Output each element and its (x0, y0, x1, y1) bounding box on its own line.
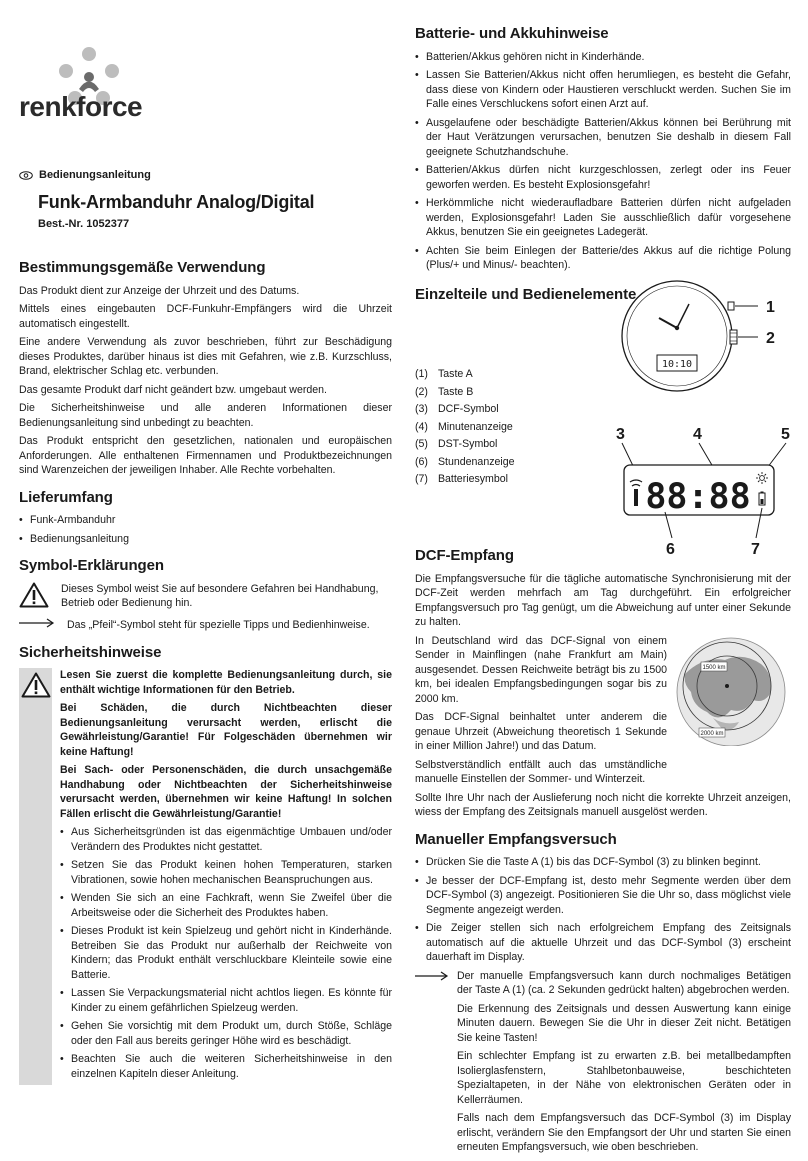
part-number: (6) (415, 455, 428, 468)
intended-use-p6: Das Produkt entspricht den gesetzlichen, nationalen und europäischen Anforderungen. Alle enthaltenen Firmennamen und Produktbezeichnungen sind Warenzeichen der jeweiligen Inhaber. Alle Rechte vorbehalten. (19, 435, 392, 477)
dcf-section (415, 536, 791, 1159)
order-number: Best.-Nr. 1052377 (38, 218, 130, 230)
symbol-arrow-text: Das „Pfeil“-Symbol steht für spezielle Tipps und Bedienhinweise. (67, 619, 370, 632)
dcf-p1: Die Empfangsversuche für die tägliche automatische Synchronisierung mit der DCF-Zeit werden mehrfach am Tag durchgeführt. Ein erfolgreicher Empfangsversuch pro Tag genügt, um die Abweichung auf unter einer Sekunde zu halten. (415, 572, 791, 629)
tip-block (415, 969, 791, 1159)
part-label: Batteriesymbol (437, 473, 509, 485)
battery-heading: Batterie- und Akkuhinweise (415, 25, 609, 42)
arrow-right-icon (415, 971, 449, 981)
callout-1: 1 (766, 299, 775, 316)
warning-triangle-icon (19, 582, 49, 608)
list-item: • Setzen Sie das Produkt keinen hohen Temperaturen, starken Vibrationen, sowie hohen mechanischen Beanspruchungen aus. (60, 858, 392, 887)
safety-bold-p1: Lesen Sie zuerst die komplette Bedienungsanleitung durch, sie enthält wichtige Informationen für den Betrieb. (60, 669, 392, 696)
part-number: (3) (415, 403, 428, 415)
tip-p1: Der manuelle Empfangsversuch kann durch nochmaliges Betätigen der Taste A (1) (ca. 2 Sekunden gedrückt halten) abgebrochen werden. (457, 969, 791, 997)
eye-icon (19, 171, 33, 180)
callout-3: 3 (616, 426, 625, 443)
part-number: (7) (415, 473, 428, 485)
arrow-right-icon (19, 618, 55, 628)
part-number: (1) (415, 368, 428, 380)
list-item (415, 455, 615, 470)
list-item: • Beachten Sie auch die weiteren Sicherheitshinweise in den einzelnen Kapiteln dieser Anleitung. (60, 1052, 392, 1081)
intended-use-p5: Die Sicherheitshinweise und alle anderen Informationen dieser Bedienungsanleitung sind unbedingt zu beachten. (19, 402, 392, 429)
left-column (19, 248, 392, 1085)
callout-4: 4 (693, 426, 702, 443)
list-item: • Lassen Sie Verpackungsmaterial nicht achtlos liegen. Es könnte für Kinder zu einem gefährlichen Spielzeug werden. (60, 986, 392, 1015)
watch-button-a (728, 302, 734, 310)
safety-bold-p3: Bei Sach- oder Personenschäden, die durch unsachgemäße Handhabung oder Nichtbeachten der Sicherheitshinweise verursacht werden, übernehmen wir keine Haftung! In solchen Fällen erlischt die Gewährleistung/Garantie! (60, 764, 392, 820)
intended-use-p4: Das gesamte Produkt darf nicht geändert bzw. umgebaut werden. (19, 383, 327, 396)
part-number: (4) (415, 420, 428, 433)
safety-list (60, 825, 392, 1081)
manual-label-text: Bedienungsanleitung (39, 169, 151, 181)
part-number: (5) (415, 438, 428, 450)
tip-p2: Die Erkennung des Zeitsignals und dessen Auswertung kann einige Minuten dauern. Bewegen Sie die Uhr in dieser Zeit nicht. Betätigen Sie keine Tasten! (457, 1002, 791, 1044)
list-item (415, 420, 615, 435)
callout-2: 2 (766, 330, 775, 347)
manual-reception-list (415, 855, 791, 965)
part-label: Taste B (437, 385, 474, 398)
brand-name: renkforce (19, 91, 143, 122)
callout-6: 6 (666, 541, 675, 558)
list-item: • Lassen Sie Batterien/Akkus nicht offen herumliegen, es besteht die Gefahr, dass diese von Kindern oder Haustieren verschluckt werden. Suchen Sie im Falle eines Verschluckens sofort einen Arzt auf. (415, 68, 791, 112)
list-item: • Bedienungsanleitung (19, 532, 392, 547)
list-item: • Drücken Sie die Taste A (1) bis das DCF-Symbol (3) zu blinken beginnt. (415, 855, 791, 870)
parts-heading: Einzelteile und Bedienelemente (415, 285, 637, 303)
parts-list (415, 367, 615, 490)
tip-p3: Ein schlechter Empfang ist zu erwarten z.B. bei metallbedampften Isolierglasfenstern, Stahlbetonbauweise, beschichteten Spezialtapeten, in der Nähe von elektronischen Geräten oder in Kellerräumen. (457, 1050, 791, 1106)
part-number: (2) (415, 385, 428, 398)
manual-reception-heading: Manueller Empfangsversuch (415, 830, 617, 848)
list-item (415, 367, 615, 382)
list-item (415, 385, 615, 400)
right-column-top (415, 14, 791, 310)
part-label: Stundenanzeige (437, 455, 515, 468)
safety-sidebar (19, 668, 52, 1085)
list-item: • Batterien/Akkus gehören nicht in Kinderhände. (415, 50, 791, 65)
intended-use-heading: Bestimmungsgemäße Verwendung (19, 259, 266, 276)
watch-diagram (605, 278, 790, 398)
safety-block (19, 668, 392, 1085)
symbol-warning-text: Dieses Symbol weist Sie auf besondere Gefahren bei Handhabung, Betrieb oder Bedienung hin. (61, 582, 379, 610)
part-label: Taste A (437, 368, 473, 380)
manual-label (19, 168, 151, 183)
callout-7: 7 (751, 541, 760, 558)
intended-use-p3: Eine andere Verwendung als zuvor beschrieben, führt zur Beschädigung dieses Produktes, darüber hinaus ist dies mit Gefahren, wie z.B. Kurzschluss, Brand, elektrischer Schlag etc. verbunden. (19, 336, 392, 378)
list-item: • Aus Sicherheitsgründen ist das eigenmächtige Umbauen und/oder Verändern des Produktes nicht gestattet. (60, 825, 392, 854)
dcf-p5: Sollte Ihre Uhr nach der Auslieferung noch nicht die korrekte Uhrzeit anzeigen, wiess der Empfang des Zeitsignals manuell ausgelöst werden. (415, 791, 791, 819)
delivery-list (19, 513, 392, 546)
list-item (415, 472, 615, 487)
map-label-2000: 2000 km (700, 730, 724, 737)
tip-p4: Falls nach dem Empfangsversuch das DCF-Symbol (3) im Display erlischt, verändern Sie den Empfangsort der Uhr und starten Sie einen erneuten Empfangsversuch, wie oben beschrieben. (457, 1112, 791, 1154)
list-item (415, 437, 615, 452)
map-label-1500: 1500 km (702, 664, 726, 671)
callout-5: 5 (781, 426, 790, 443)
intended-use-p2: Mittels eines eingebauten DCF-Funkuhr-Empfängers wird die Uhrzeit automatisch eingestellt. (19, 303, 392, 330)
delivery-heading: Lieferumfang (19, 488, 113, 506)
symbols-heading: Symbol-Erklärungen (19, 557, 164, 575)
list-item: • Herkömmliche nicht wiederaufladbare Batterien dürfen nicht aufgeladen werden, Explosionsgefahr! Laden Sie ausschließlich dafür vorgesehene Akkus, benutzen Sie ein geeignetes Ladegerät. (415, 196, 791, 240)
list-item: • Wenden Sie sich an eine Fachkraft, wenn Sie Zweifel über die Arbeitsweise oder die Sicherheit des Produktes haben. (60, 891, 392, 920)
list-item: • Je besser der DCF-Empfang ist, desto mehr Segmente werden über dem DCF-Symbol (3) angezeigt. Positionieren Sie die Uhr so, dass möglichst viele Segmente angezeigt werden. (415, 874, 791, 918)
safety-bold-p2: Bei Schäden, die durch Nichtbeachten dieser Bedienungsanleitung verursacht werden, erlischt die Gewährleistung/Garantie! Für Folgeschäden übernehmen wir keine Haftung! (60, 702, 392, 758)
dcf-heading: DCF-Empfang (415, 547, 514, 564)
document-title: Funk-Armbanduhr Analog/Digital (38, 192, 315, 212)
part-label: DCF-Symbol (437, 403, 499, 415)
list-item: • Ausgelaufene oder beschädigte Batterien/Akkus können bei Berührung mit der Haut Verätzungen verursachen, benutzen Sie deshalb in diesem Fall geeignete Schutzhandschuhe. (415, 116, 791, 160)
list-item: • Achten Sie beim Einlegen der Batterie/des Akkus auf die richtige Polung (Plus/+ und Minus/- beachten). (415, 244, 791, 273)
list-item: • Dieses Produkt ist kein Spielzeug und gehört nicht in Kinderhände. Betreiben Sie das Produkt nur außerhalb der Reichweite von Kindern; das Produkt enthält verschluckbare Kleinteile sowie eine Batterie. (60, 924, 392, 982)
dcf-p3: Das DCF-Signal beinhaltet unter anderem die genaue Uhrzeit (Abweichung theoretisch 1 Sekunde in einer Million Jahre!) und das Datum. (415, 711, 667, 753)
watch-lcd-time: 10:10 (661, 359, 693, 370)
intended-use-p1: Das Produkt dient zur Anzeige der Uhrzeit und des Datums. (19, 284, 300, 297)
part-label: Minutenanzeige (437, 420, 513, 433)
watch-case (622, 281, 732, 391)
battery-list (415, 50, 791, 273)
symbol-warning-row (19, 582, 392, 613)
list-item: • Funk-Armbanduhr (19, 513, 392, 528)
symbol-arrow-row (19, 618, 392, 633)
lcd-digits: 88:88 (645, 477, 751, 517)
dcf-range-map (673, 634, 791, 746)
safety-heading: Sicherheitshinweise (19, 643, 162, 661)
part-label: DST-Symbol (437, 438, 498, 450)
list-item: • Gehen Sie vorsichtig mit dem Produkt um, durch Stöße, Schläge oder den Fall aus bereits geringer Höhe wird es beschädigt. (60, 1019, 392, 1048)
list-item: • Batterien/Akkus dürfen nicht kurzgeschlossen, zerlegt oder ins Feuer geworfen werden. Es besteht Explosionsgefahr! (415, 163, 791, 192)
dcf-p2: In Deutschland wird das DCF-Signal von einem Sender in Mainflingen (nahe Frankfurt am Main) ausgesendet. Dessen Reichweite beträgt bis zu 1500 km, bei idealen Empfangsbedingungen sogar bis zu 2000 km. (415, 634, 667, 705)
list-item: • Die Zeiger stellen sich nach erfolgreichem Empfang des Zeitsignals automatisch auf die aktuelle Uhrzeit und das DCF-Symbol (3) erscheint dauerhaft im Display. (415, 921, 791, 965)
list-item (415, 402, 615, 417)
dcf-p4: Selbstverständlich entfällt auch das umständliche manuelle Einstellen der Sommer- und Winterzeit. (415, 758, 667, 786)
warning-triangle-icon (21, 672, 51, 698)
